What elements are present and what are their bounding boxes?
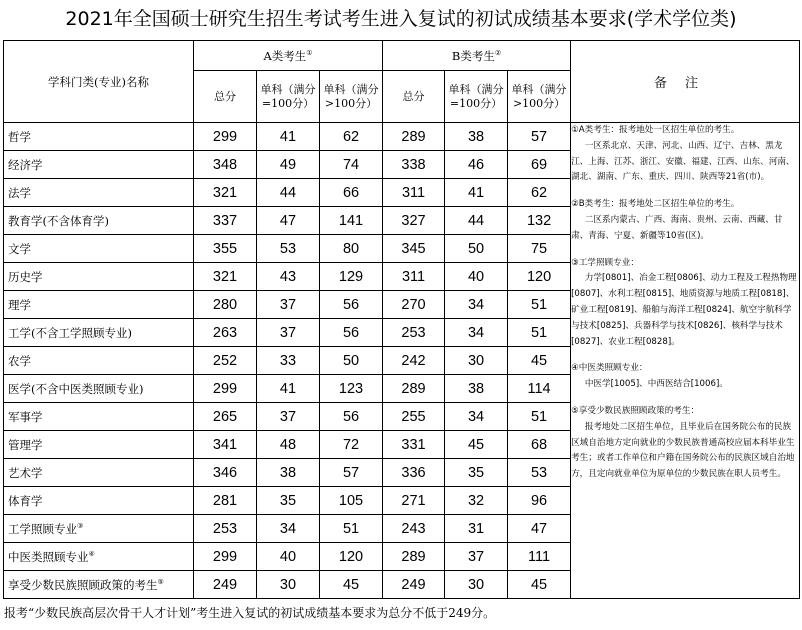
a-total-cell: 321 [194, 179, 257, 207]
note-1 [571, 123, 799, 186]
a-single-over-100-cell: 56 [320, 291, 383, 319]
note-3-body: 力学[0801]、冶金工程[0806]、动力工程及工程热物理[0807]、水利工程[0815]、地质资源与地质工程[0818]、矿业工程[0819]、船舶与海洋工程[0824]、航空宇航科学与技术[0825]、兵器科学与技术[0826]、核科学与技术[0827]、农业工程[0828]。 [571, 273, 797, 347]
note-1-title: ①A类考生：报考地处一区招生单位的考生。 [571, 125, 740, 135]
a-single-over-100-cell: 57 [320, 459, 383, 487]
group-b-label: B类考生 [451, 48, 495, 63]
a-single-over-100-cell: 80 [320, 235, 383, 263]
b-single-over-100-cell: 53 [508, 459, 571, 487]
b-total-cell: 327 [383, 207, 445, 235]
subject-name: 军事学 [4, 403, 194, 431]
note-3 [571, 256, 799, 351]
b-single-over-100-cell: 114 [508, 375, 571, 403]
a-single-100-cell: 40 [257, 543, 320, 571]
b-single-100-cell: 41 [445, 179, 508, 207]
subject-name: 工学照顾专业③ [4, 515, 194, 543]
b-single-over-100-cell: 47 [508, 515, 571, 543]
b-total-cell: 249 [383, 571, 445, 599]
a-single-100-cell: 37 [257, 403, 320, 431]
b-total-cell: 289 [383, 543, 445, 571]
a-single-100-cell: 53 [257, 235, 320, 263]
b-total-cell: 311 [383, 263, 445, 291]
a-total-cell: 321 [194, 263, 257, 291]
b-single-over-100-cell: 51 [508, 319, 571, 347]
note-4-body: 中医学[1005]、中西医结合[1006]。 [584, 379, 728, 390]
subject-name: 工学(不含工学照顾专业) [4, 319, 194, 347]
a-total-cell: 348 [194, 151, 257, 179]
a-total-cell: 355 [194, 235, 257, 263]
a-total-cell: 263 [194, 319, 257, 347]
note-5-body: 报考地处二区招生单位，且毕业后在国务院公布的民族区域自治地方定向就业的少数民族普通高校应届本科毕业生考生；或者工作单位和户籍在国务院公布的民族区域自治地方，且定向就业单位为原单位的少数民族在职人员考生。 [571, 421, 795, 480]
a-single-over-100-cell: 74 [320, 151, 383, 179]
subject-name: 农学 [4, 347, 194, 375]
category-header: 学科门类(专业)名称 [4, 41, 194, 123]
header-row-1 [4, 41, 800, 71]
note-4 [571, 361, 799, 393]
b-total-cell: 345 [383, 235, 445, 263]
note-5 [571, 404, 799, 483]
footer-note: 报考“少数民族高层次骨干人才计划”考生进入复试的初试成绩基本要求为总分不低于249分。 [4, 606, 496, 620]
a-single-over-100-cell: 56 [320, 319, 383, 347]
a-single-100-cell: 48 [257, 431, 320, 459]
b-total-cell: 289 [383, 123, 445, 151]
a-single-over-100-cell: 56 [320, 403, 383, 431]
a-single-100-cell: 41 [257, 375, 320, 403]
b-single-over-100-cell: 45 [508, 571, 571, 599]
b-single-100-cell: 30 [445, 571, 508, 599]
a-single-100-cell: 30 [257, 571, 320, 599]
b-single-100-header: 单科（满分=100分） [445, 71, 508, 123]
a-total-header: 总分 [194, 71, 257, 123]
b-single-100-cell: 35 [445, 459, 508, 487]
b-single-over-100-cell: 68 [508, 431, 571, 459]
b-single-over-100-cell: 45 [508, 347, 571, 375]
a-single-100-cell: 35 [257, 487, 320, 515]
a-total-cell: 280 [194, 291, 257, 319]
a-single-over-100-cell: 51 [320, 515, 383, 543]
note-5-title: ⑤享受少数民族照顾政策的考生： [571, 405, 700, 416]
group-a-label: A类考生 [263, 48, 307, 63]
b-total-cell: 311 [383, 179, 445, 207]
b-total-cell: 253 [383, 319, 445, 347]
note-2-body: 二区系内蒙古、广西、海南、贵州、云南、西藏、甘肃、青海、宁夏、新疆等10省(区)。 [571, 214, 783, 241]
b-single-100-cell: 32 [445, 487, 508, 515]
a-single-100-cell: 37 [257, 291, 320, 319]
b-total-header: 总分 [383, 71, 445, 123]
b-total-cell: 331 [383, 431, 445, 459]
a-total-cell: 346 [194, 459, 257, 487]
subject-name: 理学 [4, 291, 194, 319]
b-single-100-cell: 50 [445, 235, 508, 263]
b-single-over-100-cell: 51 [508, 291, 571, 319]
a-total-cell: 337 [194, 207, 257, 235]
b-single-100-cell: 45 [445, 431, 508, 459]
b-single-100-cell: 34 [445, 403, 508, 431]
b-single-100-cell: 46 [445, 151, 508, 179]
a-single-100-cell: 44 [257, 179, 320, 207]
a-single-over-100-cell: 123 [320, 375, 383, 403]
subject-name: 艺术学 [4, 459, 194, 487]
subject-name: 法学 [4, 179, 194, 207]
b-total-cell: 271 [383, 487, 445, 515]
group-b-footnote-mark: ② [494, 48, 502, 57]
notes-cell [571, 123, 800, 599]
b-single-over-100-cell: 75 [508, 235, 571, 263]
b-total-cell: 338 [383, 151, 445, 179]
a-total-cell: 341 [194, 431, 257, 459]
b-single-over-100-cell: 111 [508, 543, 571, 571]
b-single-100-cell: 34 [445, 291, 508, 319]
b-single-over-100-cell: 62 [508, 179, 571, 207]
group-b-header [383, 41, 571, 71]
a-single-over-100-cell: 105 [320, 487, 383, 515]
b-single-100-cell: 34 [445, 319, 508, 347]
a-total-cell: 281 [194, 487, 257, 515]
b-single-100-cell: 40 [445, 263, 508, 291]
subject-name: 中医类照顾专业④ [4, 543, 194, 571]
subject-name: 医学(不含中医类照顾专业) [4, 375, 194, 403]
b-total-cell: 243 [383, 515, 445, 543]
b-total-cell: 270 [383, 291, 445, 319]
b-single-over-100-cell: 57 [508, 123, 571, 151]
a-total-cell: 253 [194, 515, 257, 543]
subject-name: 历史学 [4, 263, 194, 291]
subject-name: 哲学 [4, 123, 194, 151]
a-single-100-cell: 34 [257, 515, 320, 543]
a-total-cell: 299 [194, 375, 257, 403]
a-single-100-header: 单科（满分=100分） [257, 71, 320, 123]
a-total-cell: 299 [194, 123, 257, 151]
a-single-100-cell: 38 [257, 459, 320, 487]
a-single-100-cell: 33 [257, 347, 320, 375]
note-2-title: ②B类考生：报考地处二区招生单位的考生。 [571, 199, 740, 210]
a-single-over-100-cell: 72 [320, 431, 383, 459]
subject-name: 经济学 [4, 151, 194, 179]
b-single-over-100-cell: 69 [508, 151, 571, 179]
a-single-100-cell: 43 [257, 263, 320, 291]
b-single-100-cell: 30 [445, 347, 508, 375]
a-total-cell: 252 [194, 347, 257, 375]
b-single-100-cell: 44 [445, 207, 508, 235]
note-3-title: ③工学照顾专业： [571, 257, 639, 268]
a-single-over-100-cell: 120 [320, 543, 383, 571]
a-single-over-100-cell: 50 [320, 347, 383, 375]
b-total-cell: 255 [383, 403, 445, 431]
a-single-over-100-cell: 141 [320, 207, 383, 235]
subject-name: 享受少数民族照顾政策的考生⑤ [4, 571, 194, 599]
a-total-cell: 249 [194, 571, 257, 599]
a-single-over-100-cell: 129 [320, 263, 383, 291]
b-total-cell: 242 [383, 347, 445, 375]
a-total-cell: 265 [194, 403, 257, 431]
notes-header: 备注 [571, 41, 800, 123]
subject-name: 管理学 [4, 431, 194, 459]
subject-name: 文学 [4, 235, 194, 263]
b-single-over-100-cell: 132 [508, 207, 571, 235]
group-a-header [194, 41, 383, 71]
a-single-over-100-header: 单科（满分>100分） [320, 71, 383, 123]
b-single-over-100-cell: 96 [508, 487, 571, 515]
b-single-100-cell: 37 [445, 543, 508, 571]
b-total-cell: 336 [383, 459, 445, 487]
a-single-100-cell: 41 [257, 123, 320, 151]
b-single-100-cell: 38 [445, 375, 508, 403]
b-single-over-100-header: 单科（满分>100分） [508, 71, 571, 123]
subject-name: 体育学 [4, 487, 194, 515]
b-total-cell: 289 [383, 375, 445, 403]
group-a-footnote-mark: ① [306, 48, 313, 57]
note-1-body: 一区系北京、天津、河北、山西、辽宁、吉林、黑龙江、上海、江苏、浙江、安徽、福建、江西、山东、河南、湖北、湖南、广东、重庆、四川、陕西等21省(市)。 [571, 140, 795, 183]
note-2 [571, 197, 799, 244]
b-single-100-cell: 38 [445, 123, 508, 151]
table-row [4, 123, 800, 151]
score-table [3, 40, 800, 599]
a-single-over-100-cell: 45 [320, 571, 383, 599]
note-4-title: ④中医类照顾专业： [571, 363, 648, 374]
a-single-over-100-cell: 66 [320, 179, 383, 207]
b-single-over-100-cell: 120 [508, 263, 571, 291]
b-single-over-100-cell: 51 [508, 403, 571, 431]
subject-name: 教育学(不含体育学) [4, 207, 194, 235]
a-single-100-cell: 47 [257, 207, 320, 235]
page-title: 2021年全国硕士研究生招生考试考生进入复试的初试成绩基本要求(学术学位类) [65, 8, 737, 30]
b-single-100-cell: 31 [445, 515, 508, 543]
a-single-100-cell: 37 [257, 319, 320, 347]
a-single-over-100-cell: 62 [320, 123, 383, 151]
a-total-cell: 299 [194, 543, 257, 571]
a-single-100-cell: 49 [257, 151, 320, 179]
